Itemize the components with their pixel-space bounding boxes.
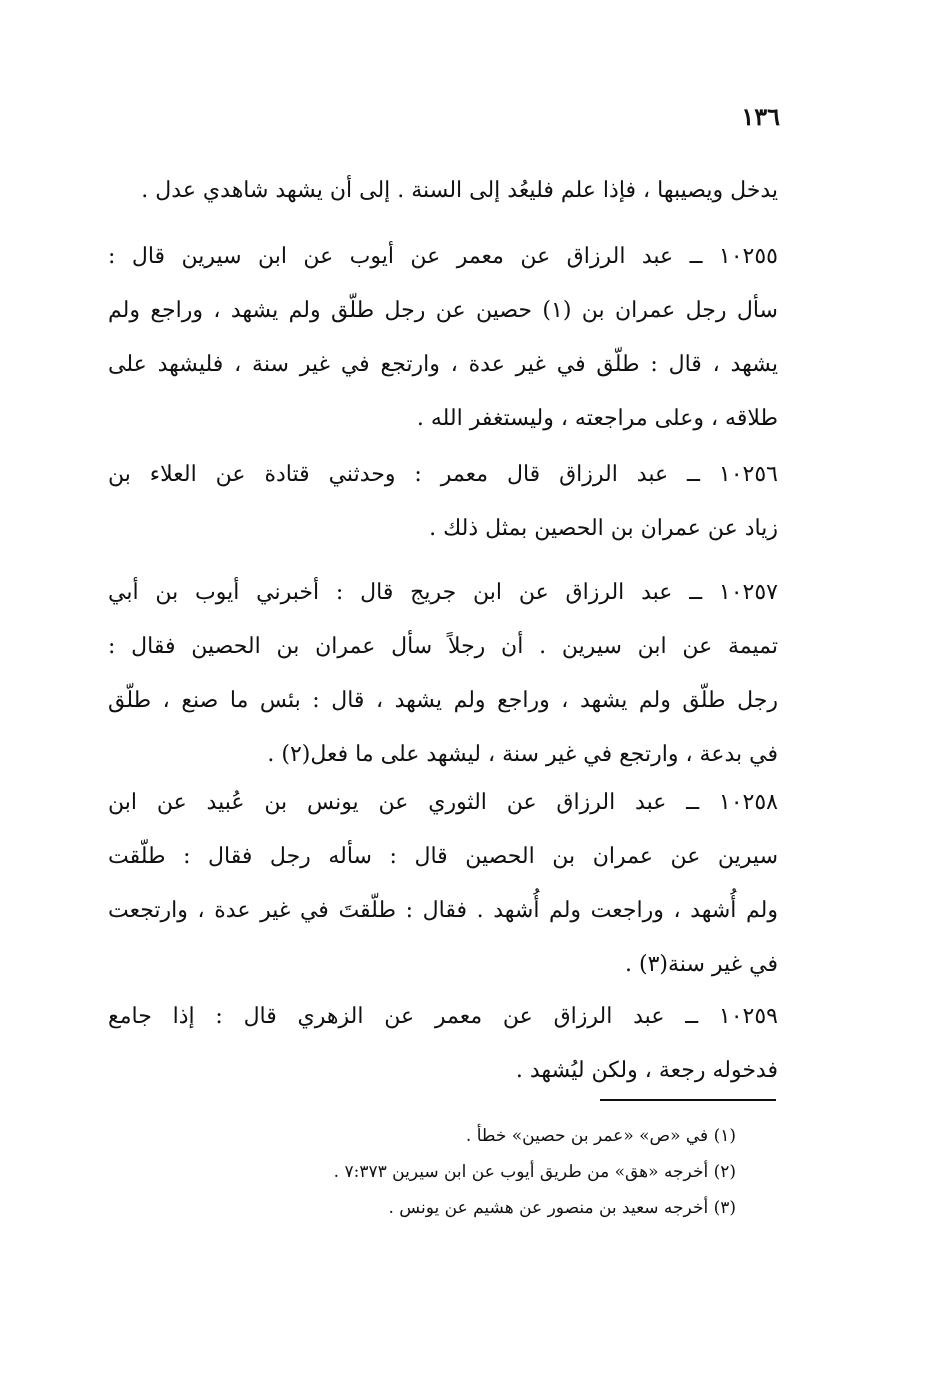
text-line: رجل طلّق ولم يشهد ، وراجع ولم يشهد ، قال : بئس ما صنع ، طلّق bbox=[108, 688, 778, 713]
hadith-10258 bbox=[108, 776, 778, 992]
footnote-divider bbox=[600, 1099, 776, 1101]
text-line: ١٠٢٥٥ ــ عبد الرزاق عن معمر عن أيوب عن ابن سيرين قال : bbox=[108, 244, 778, 269]
text-line: سأل رجل عمران بن (١) حصين عن رجل طلّق ولم يشهد ، وراجع ولم bbox=[108, 298, 778, 323]
text-line: في بدعة ، وارتجع في غير سنة ، ليشهد على ما فعل(٢) . bbox=[267, 742, 778, 767]
footnotes bbox=[334, 1118, 736, 1226]
text-line: زياد عن عمران بن الحصين بمثل ذلك . bbox=[429, 516, 778, 541]
text-line: تميمة عن ابن سيرين . أن رجلاً سأل عمران بن الحصين فقال : bbox=[108, 634, 778, 659]
page-number: ١٣٦ bbox=[741, 102, 780, 131]
footnote-1: (١) في «ص» «عمر بن حصين» خطأ . bbox=[465, 1126, 736, 1146]
hadith-10257 bbox=[108, 566, 778, 782]
text-line: يدخل ويصيبها ، فإذا علم فليعُد إلى السنة . إلى أن يشهد شاهدي عدل . bbox=[141, 178, 778, 203]
text-line: ولم أُشهد ، وراجعت ولم أُشهد . فقال : طلّقتَ في غير عدة ، وارتجعت bbox=[108, 898, 778, 923]
text-line: يشهد ، قال : طلّق في غير عدة ، وارتجع في غير سنة ، فليشهد على bbox=[108, 352, 778, 377]
text-line: سيرين عن عمران بن الحصين قال : سأله رجل فقال : طلّقت bbox=[108, 844, 778, 869]
text-line: ١٠٢٥٨ ــ عبد الرزاق عن الثوري عن يونس بن عُبيد عن ابن bbox=[108, 790, 778, 815]
hadith-10256 bbox=[108, 448, 778, 556]
hadith-10255 bbox=[108, 230, 778, 446]
text-line: طلاقه ، وعلى مراجعته ، وليستغفر الله . bbox=[416, 406, 778, 431]
text-line: ١٠٢٥٧ ــ عبد الرزاق عن ابن جريج قال : أخبرني أيوب بن أبي bbox=[108, 580, 778, 605]
text-line: فدخوله رجعة ، ولكن ليُشهد . bbox=[515, 1058, 778, 1083]
text-line: ١٠٢٥٦ ــ عبد الرزاق قال معمر : وحدثني قتادة عن العلاء بن bbox=[108, 462, 778, 487]
footnote-2: (٢) أخرجه «هق» من طريق أيوب عن ابن سيرين ٧:٣٧٣ . bbox=[333, 1162, 736, 1182]
text-line: ١٠٢٥٩ ــ عبد الرزاق عن معمر عن الزهري قال : إذا جامع bbox=[108, 1004, 778, 1029]
text-line: في غير سنة(٣) . bbox=[625, 952, 778, 977]
footnote-3: (٣) أخرجه سعيد بن منصور عن هشيم عن يونس . bbox=[388, 1198, 736, 1218]
hadith-10259 bbox=[108, 990, 778, 1098]
paragraph-continuation bbox=[108, 164, 778, 218]
